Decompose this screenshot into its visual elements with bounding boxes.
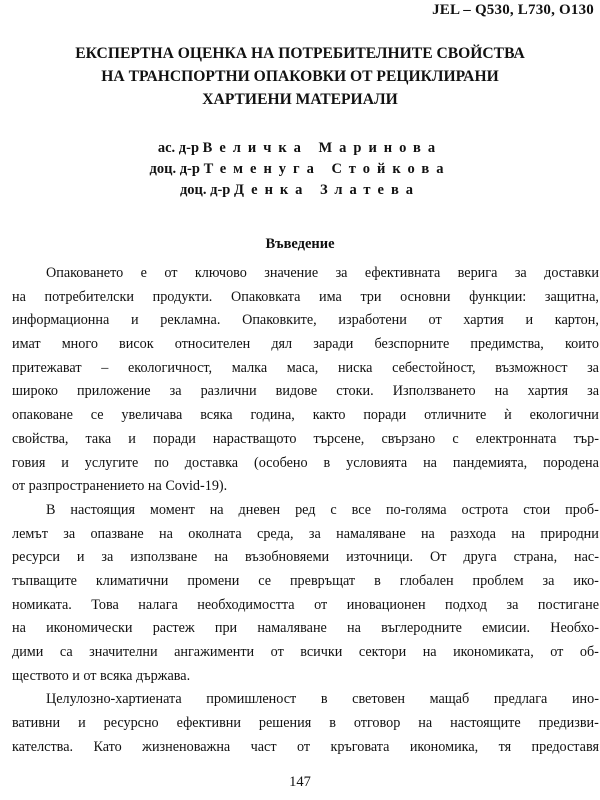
word: в [323,454,331,471]
word: хартия [463,312,504,329]
word: намаляване [257,620,327,637]
word: по [154,454,169,471]
word: об- [579,644,599,660]
word: на [418,715,433,732]
word: промени [187,572,240,589]
word: ангажименти [174,644,255,660]
word: електронната [475,430,557,447]
word: доставки [544,265,599,281]
word: налага [138,596,178,613]
word: ефективни [176,715,241,732]
word: и [128,430,136,447]
word: мащаб [429,691,470,708]
word: промишленост [206,691,297,708]
word: ключово [194,265,247,281]
word: много [61,336,98,353]
text-line [12,357,599,381]
word: Опаковането [46,265,124,281]
word: за [587,383,599,400]
word: кръговата [330,738,390,755]
word: функции: [469,288,527,305]
word: Опаковката [230,288,301,305]
word: настоящия [70,501,135,518]
word: доставка [184,454,239,471]
word: на [209,501,224,518]
text-line [12,594,599,618]
text-line [12,499,599,523]
word: за [506,596,519,613]
word: в [320,691,328,708]
word: Целулозно-хартиената [46,691,182,708]
word: екологични [529,407,599,424]
word: от [164,265,178,281]
body-text [12,262,599,759]
word: притежават [12,359,82,376]
text-line [12,617,599,641]
author-list [0,138,600,201]
word: информационна [12,312,110,329]
word: дял [271,336,293,353]
word: от [314,596,328,613]
word: проб- [565,501,599,518]
word: разхода [450,525,496,542]
word: В [46,501,56,518]
word: безспорните [374,336,450,353]
word: относителен [174,336,251,353]
word: пандемията, [452,454,528,471]
word: всяка [200,407,233,424]
word: острота [461,501,509,518]
word: с [452,430,459,447]
word: ществото [12,667,73,684]
word: вативни [12,715,61,732]
word: поради [363,407,407,424]
text-line [12,428,599,452]
word: на [420,525,435,542]
word: по-голяма [385,501,447,518]
word: за [63,525,76,542]
word: и [72,667,84,684]
word: тъпващите [12,572,77,589]
word: ефективната [364,265,441,281]
word: растеж [152,620,195,637]
word: природни [540,525,599,542]
word: ико- [573,572,599,589]
word: на [159,525,173,542]
word: поради [152,430,196,447]
word: за [169,383,182,400]
word: околната [188,525,242,542]
word: три [360,288,382,305]
word: всяка [100,667,137,684]
word: страна, [513,549,558,566]
word: на [12,288,26,305]
word: друга [463,549,497,566]
word: които [564,336,599,353]
word: година, [250,407,295,424]
word: намаляване [336,525,406,542]
word: номиката. [12,596,72,613]
word: в [374,572,381,589]
word: предимства, [470,336,544,353]
word: различни [200,383,257,400]
word: опаковане [12,407,73,424]
word: хартия [527,383,569,400]
jel-classification: JEL – Q530, L730, O130 [432,2,594,18]
word: за [587,359,599,376]
word: въглеродните [381,620,462,637]
word: себестойност, [392,359,476,376]
word: – [101,359,109,376]
word: дими [12,644,44,660]
word: и [76,549,85,566]
word: Covid-19). [165,478,228,495]
word: и [131,312,139,329]
word: свързано [381,430,436,447]
word: заради [313,336,354,353]
word: услугите [84,454,139,471]
word: стои [523,501,551,518]
word: кателства. [12,738,74,755]
word: климатични [95,572,169,589]
word: за [101,549,114,566]
word: маса, [286,359,319,376]
paragraph [12,262,599,499]
word: с [330,501,337,518]
text-line [12,736,599,760]
word: малка [231,359,268,376]
word: широко [12,383,58,400]
word: за [308,525,321,542]
word: от [270,644,284,660]
word: потребителски [44,288,134,305]
word: икономически [46,620,133,637]
word: превръщат [289,572,356,589]
word: увеличава [121,407,183,424]
word: отличните [424,407,487,424]
word: от [296,738,311,755]
word: и [525,312,534,329]
word: породена [543,454,599,471]
word: за [335,265,348,281]
word: се [258,572,272,589]
word: на [347,620,361,637]
word: свойства, [12,430,69,447]
word: изработени [338,312,407,329]
word: търсене, [313,430,365,447]
word: Това [91,596,119,613]
author-name: Денка Златева [233,182,421,198]
author-line [0,180,600,201]
section-heading: Въведение [265,236,335,252]
word: Опаковките, [242,312,317,329]
word: (особено [254,454,308,471]
text-line [12,286,599,310]
word: са [59,644,73,660]
word: основни [400,288,451,305]
word: Като [93,738,122,755]
word: среда, [257,525,294,542]
author-name: Теменуга Стойкова [203,161,451,177]
text-line [12,523,599,547]
word: е [140,265,147,281]
text-line [12,262,599,286]
text-line [12,309,599,333]
word: и [61,454,69,471]
word: продукти. [152,288,213,305]
word: разпространението [28,478,148,495]
word: от [550,644,564,660]
text-line [12,712,599,736]
word: икономика, [409,738,479,755]
word: както [312,407,346,424]
word: от [12,478,29,495]
word: за [542,572,555,589]
word: верига [457,265,498,281]
paragraph [12,499,599,689]
word: ресурси [12,549,60,566]
text-line [12,452,599,476]
word: нас- [574,549,599,566]
word: световен [352,691,405,708]
word: постигане [537,596,599,613]
word: сектори [358,644,407,660]
word: част [250,738,277,755]
word: значителни [89,644,158,660]
text-line [12,475,599,499]
author-title: доц. д-р [149,161,200,177]
paragraph [12,688,599,759]
word: видове [275,383,318,400]
word: така [85,430,112,447]
title-line: ЕКСПЕРТНА ОЦЕНКА НА ПОТРЕБИТЕЛНИТЕ СВОЙСТВА [75,45,525,62]
word: необходимостта [197,596,295,613]
word: имат [12,336,41,353]
title-line: НА ТРАНСПОРТНИ ОПАКОВКИ ОТ РЕЦИКЛИРАНИ [101,68,499,85]
author-title: доц. д-р [179,182,231,198]
word: Използването [392,383,476,400]
text-line [12,665,599,689]
paper-title [0,42,600,111]
word: лемът [12,525,48,542]
word: за [514,265,527,281]
word: на [494,383,509,400]
word: защитна, [544,288,599,305]
word: настоящите [450,715,521,732]
text-line [12,380,599,404]
word: нарастващото [212,430,297,447]
word: от [83,667,101,684]
word: на [214,549,229,566]
word: възможност [495,359,568,376]
word: иновационен [346,596,426,613]
word: ниска [337,359,373,376]
word: предлага [493,691,548,708]
word: подход [445,596,487,613]
author-name: Величка Маринова [202,140,443,156]
word: глобален [399,572,454,589]
word: все [351,501,372,518]
word: решения [258,715,312,732]
word: на [423,454,437,471]
word: ред [295,501,316,518]
word: говия [12,454,46,471]
word: картон, [554,312,599,329]
word: възобновяеми [245,549,330,566]
word: от [428,312,442,329]
word: условията [346,454,408,471]
word: дневен [238,501,281,518]
author-line [0,159,600,180]
word: рекламна. [160,312,221,329]
word: източници. [346,549,414,566]
word: ѝ [504,407,512,424]
word: тя [498,738,512,755]
word: отговор [353,715,401,732]
word: опазване [90,525,144,542]
word: в [329,715,336,732]
word: на [511,525,526,542]
word: екологичност, [127,359,213,376]
text-line [12,688,599,712]
word: висок [119,336,154,353]
word: ино- [571,691,599,708]
word: и [78,715,86,732]
word: емисии. [482,620,531,637]
text-line [12,404,599,428]
text-line [12,333,599,357]
word: има [319,288,342,305]
word: значение [264,265,319,281]
word: на [12,620,26,637]
word: Необхо- [550,620,599,637]
author-title: ас. д-р [157,140,200,156]
word: предоставя [531,738,599,755]
text-line [12,570,599,594]
author-line [0,138,600,159]
word: тър- [573,430,599,447]
word: проблем [472,572,524,589]
word: държава. [136,667,191,684]
text-line [12,641,599,665]
word: стоки. [336,383,374,400]
word: От [429,549,447,566]
word: използване [130,549,198,566]
word: момент [149,501,195,518]
word: се [90,407,104,424]
word: при [214,620,238,637]
text-line [12,546,599,570]
word: предизви- [538,715,599,732]
page-number: 147 [289,774,311,790]
word: всички [300,644,343,660]
word: жизненоважна [142,738,231,755]
word: на [147,478,166,495]
title-line: ХАРТИЕНИ МАТЕРИАЛИ [202,91,398,108]
word: приложение [77,383,151,400]
word: икономиката, [453,644,534,660]
word: ресурсно [103,715,159,732]
word: на [422,644,437,660]
